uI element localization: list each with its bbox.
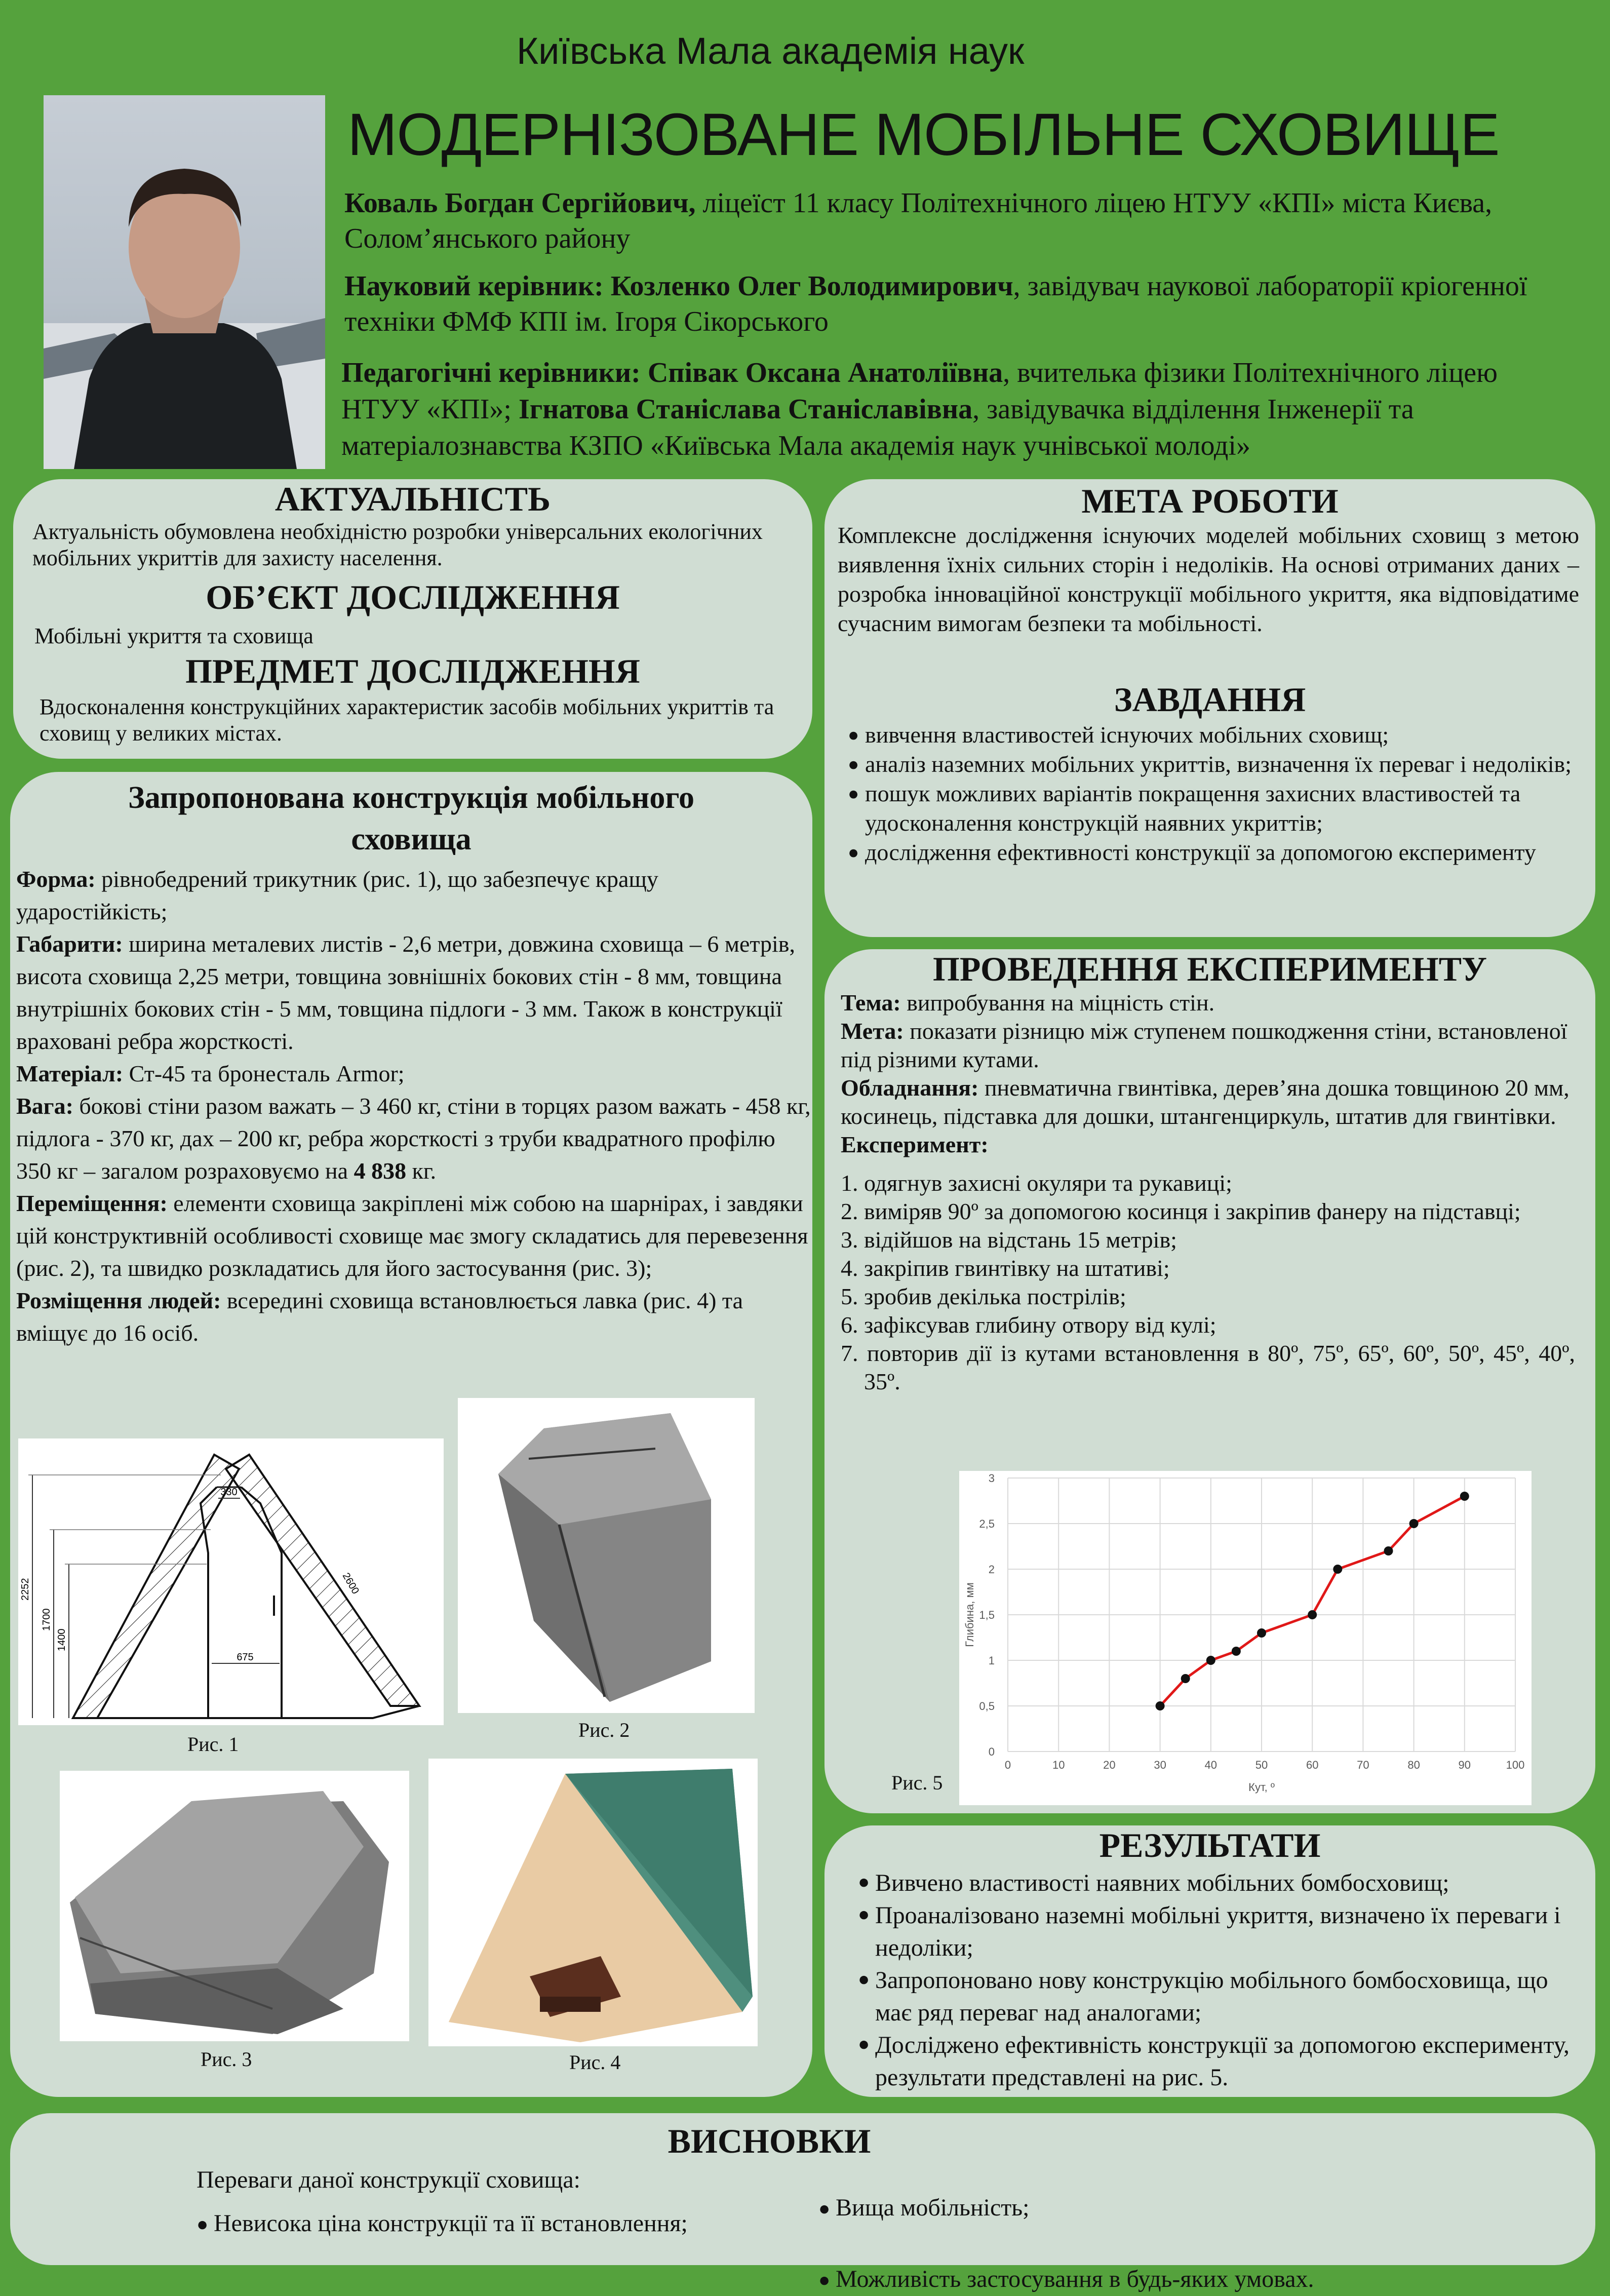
experiment-step: 5. зробив декілька пострілів; [841,1283,1126,1309]
object-text: Мобільні укриття та сховища [34,624,313,648]
y-tick-label: 2 [988,1563,995,1576]
y-tick-label: 0 [988,1745,995,1758]
design-title: Запропонована конструкція мобільного сховища [128,781,694,857]
data-point [1308,1610,1317,1619]
figure-1-caption: Рис. 1 [187,1733,239,1756]
y-axis-label: Глибина, мм [963,1582,976,1647]
form-label: Форма: [16,866,96,892]
task-item: ● пошук можливих варіантів покращення захисних властивостей та удосконалення конструкцій наявних укриттів; [848,779,1587,838]
data-point [1384,1546,1393,1555]
equipment-text: пневматична гвинтівка, дерев’яна дошка товщиною 20 мм, косинець, підставка для дошки, штангенциркуль, штатив для гвинтівки. [841,1075,1569,1129]
y-tick-label: 3 [988,1472,995,1485]
result-item: ● Досліджено ефективність конструкції за допомогою експерименту, результати представлені на рис. 5. [858,2029,1587,2094]
x-tick-label: 10 [1052,1759,1065,1771]
data-point [1232,1647,1241,1656]
relevance-title: АКТУАЛЬНІСТЬ [274,480,551,518]
data-point [1181,1674,1190,1683]
x-tick-label: 40 [1204,1759,1218,1771]
folded-shelter-image [458,1398,755,1713]
experiment-aim [841,1017,1575,1074]
material-text: Ст-45 та бронесталь Armor; [123,1061,405,1086]
poster-title: МОДЕРНІЗОВАНЕ МОБІЛЬНЕ СХОВИЩЕ [347,101,1500,168]
design-item-material [16,1058,812,1090]
pedagogical-supervisors [341,355,1557,464]
x-axis-label: Кут, º [1248,1781,1275,1794]
topic-text: випробування на міцність стін. [900,990,1215,1016]
x-tick-label: 60 [1306,1759,1319,1771]
task-item: ● вивчення властивостей існуючих мобільних сховищ; [848,720,1587,750]
experiment-topic [841,989,1575,1017]
y-tick-label: 2,5 [979,1517,995,1530]
result-item: ● Проаналізовано наземні мобільні укриття, визначено їх переваги і недоліки; [858,1899,1587,1964]
goal-panel [824,479,1595,937]
experiment-equipment [841,1074,1575,1131]
tasks-list [848,720,1587,867]
figure-1 [18,1438,444,1725]
x-tick-label: 80 [1407,1759,1420,1771]
unfolded-shelter-image [60,1771,409,2041]
figure-3 [60,1771,409,2041]
scientific-supervisor [344,268,1550,339]
conclusion-item: ● Можливість застосування в будь-яких умовах. [818,2265,1610,2293]
design-item-placement [16,1285,812,1349]
author-info [344,185,1550,256]
results-panel [824,1825,1595,2097]
weight-unit: кг. [406,1158,437,1184]
design-text [16,863,812,1349]
placement-text: всередині сховища встановлюється лавка (рис. 4) та вміщує до 16 осіб. [16,1288,743,1346]
supervisor-label: Науковий керівник: Козленко Олег Володимирович [344,270,1013,302]
author-name: Коваль Богдан Сергійович, [344,187,696,219]
author-description: ліцеїст 11 класу Політехнічного ліцею НТУУ «КПІ» міста Києва, Солом’янського району [344,187,1493,254]
tasks-title: ЗАВДАННЯ [1114,680,1306,719]
conclusions-intro: Переваги даної конструкції сховища: [197,2166,581,2193]
x-tick-label: 100 [1506,1759,1525,1771]
x-tick-label: 70 [1357,1759,1369,1771]
shelter-drawing [18,1438,444,1725]
task-item: ● аналіз наземних мобільних укриттів, визначення їх переваг і недоліків; [848,750,1587,779]
dim-2252: 2252 [20,1578,31,1601]
object-title: ОБ’ЄКТ ДОСЛІДЖЕННЯ [206,578,620,616]
x-tick-label: 30 [1154,1759,1166,1771]
dim-1400: 1400 [56,1628,67,1651]
design-item-dimensions [16,928,812,1058]
movement-text: елементи сховища закріплені між собою на шарнірах, і завдяки цій конструктивній особливості сховище має змогу складатись для перевезення (рис. 2), та швидко розкладатись для його застосування (рис. 3); [16,1190,808,1281]
relevance-text: Актуальність обумовлена необхідністю розробки універсальних екологічних мобільних укриттів для захисту населення. [32,519,763,570]
result-item: ● Запропоновано нову конструкцію мобільного бомбосховища, що має ряд переваг над аналогами; [858,1964,1587,2029]
chart-container [959,1471,1532,1805]
pedagogical-desc-1: , вчителька фізики Політехнічного ліцею НТУУ «КПІ»; [341,357,1498,425]
relevance-panel [13,479,812,759]
placement-label: Розміщення людей: [16,1288,221,1313]
figure-2 [458,1398,755,1713]
design-panel [10,772,812,2097]
results-title: РЕЗУЛЬТАТИ [1099,1826,1321,1864]
experiment-step: 3. відійшов на відстань 15 метрів; [841,1227,1177,1253]
dimensions-label: Габарити: [16,931,123,957]
x-tick-label: 90 [1458,1759,1471,1771]
aim-text: показати різницю між ступенем пошкодження стіни, встановленої під різними кутами. [841,1018,1567,1072]
y-tick-label: 1,5 [979,1609,995,1621]
experiment-step: 6. зафіксував глибину отвору від кулі; [841,1312,1216,1338]
data-point [1460,1492,1469,1501]
experiment-panel [824,949,1595,1813]
figure-2-caption: Рис. 2 [578,1719,630,1741]
y-tick-label: 1 [988,1654,995,1667]
dimensions-text: ширина металевих листів - 2,6 метри, довжина сховища – 6 метрів, висота сховища 2,25 метри, товщина зовнішніх бокових стін - 8 мм, товщина внутрішніх бокових стін - 5 мм, товщина підлоги - 3 мм. Також в конструкції враховані ребра жорсткості. [16,931,796,1054]
conclusion-item: ● Вища мобільність; [818,2194,1610,2222]
data-point [1257,1628,1266,1638]
topic-label: Тема: [841,990,901,1016]
conclusions-title: ВИСНОВКИ [667,2122,871,2160]
author-photo [44,95,325,469]
weight-label: Вага: [16,1093,73,1119]
movement-label: Переміщення: [16,1190,168,1216]
pedagogical-name-2: Ігнатова Станіслава Станіславівна [518,394,973,425]
experiment-step: 4. закріпив гвинтівку на штативі; [841,1255,1170,1281]
dim-1700: 1700 [41,1608,52,1631]
data-point [1156,1701,1165,1710]
dim-675: 675 [237,1652,254,1663]
person-photo [44,95,325,469]
dim-330: 330 [220,1487,238,1498]
form-text: рівнобедрений трикутник (рис. 1), що забезпечує кращу ударостійкість; [16,866,658,924]
figure-5-caption: Рис. 5 [891,1771,943,1794]
depth-angle-chart [959,1471,1532,1805]
data-point [1333,1565,1342,1574]
y-tick-label: 0,5 [979,1700,995,1713]
x-tick-label: 0 [1004,1759,1011,1771]
supervisor-description: , завідувач наукової лабораторії кріогенної техніки ФМФ КПІ ім. Ігоря Сікорського [344,270,1527,337]
material-label: Матеріал: [16,1061,124,1086]
experiment-step: 7. повторив дії із кутами встановлення в 80º, 75º, 65º, 60º, 50º, 45º, 40º, 35º. [841,1340,1575,1394]
equipment-label: Обладнання: [841,1075,979,1101]
conclusion-item: ● Невисока ціна конструкції та її встановлення; [197,2209,1610,2237]
experiment-label: Експеримент: [841,1132,989,1157]
task-item: ● дослідження ефективності конструкції за допомогою експерименту [848,838,1587,867]
goal-title: МЕТА РОБОТИ [1081,482,1339,520]
x-tick-label: 20 [1103,1759,1116,1771]
goal-text: Комплексне дослідження існуючих моделей мобільних сховищ з метою виявлення їхніх сильних сторін і недоліків. На основі отриманих даних – розробка інноваційної конструкції мобільного укриття, яка відповідатиме сучасним вимогам безпеки та мобільності. [838,522,1579,636]
org-name: Київська Мала академія наук [517,30,1025,72]
figure-4-caption: Рис. 4 [569,2051,621,2074]
aim-label: Мета: [841,1018,904,1044]
experiment-title: ПРОВЕДЕННЯ ЕКСПЕРИМЕНТУ [932,950,1487,988]
conclusions-panel [10,2113,1595,2292]
subject-text: Вдосконалення конструкційних характеристик засобів мобільних укриттів та сховищ у великих містах. [40,694,774,746]
shelter-interior-image [428,1759,758,2046]
experiment-step: 1. одягнув захисні окуляри та рукавиці; [841,1170,1232,1196]
x-tick-label: 50 [1255,1759,1268,1771]
results-list [858,1867,1587,2094]
experiment-text [841,989,1575,1396]
result-item: ● Вивчено властивості наявних мобільних бомбосховищ; [858,1867,1587,1899]
weight-text: бокові стіни разом важать – 3 460 кг, стіни в торцях разом важать - 458 кг, підлога - 370 кг, дах – 200 кг, ребра жорсткості з труби квадратного профілю 350 кг – загалом розраховуємо на [16,1093,811,1184]
figure-3-caption: Рис. 3 [201,2048,252,2071]
subject-title: ПРЕДМЕТ ДОСЛІДЖЕННЯ [185,652,640,690]
pedagogical-desc-2: , завідувачка відділення Інженерії та матеріалознавства КЗПО «Київська Мала академія наук учнівської молоді» [341,394,1414,461]
figure-4 [428,1759,758,2046]
data-point [1409,1519,1419,1528]
design-item-form [16,863,812,928]
design-item-weight [16,1090,812,1187]
dim-2600: 2600 [340,1571,361,1597]
pedagogical-label: Педагогічні керівники: Співак Оксана Анатоліївна [341,357,1003,388]
weight-total: 4 838 [354,1158,407,1184]
design-item-movement [16,1187,812,1285]
experiment-step: 2. виміряв 90º за допомогою косинця і закріпив фанеру на підставці; [841,1198,1521,1224]
data-point [1206,1656,1215,1665]
